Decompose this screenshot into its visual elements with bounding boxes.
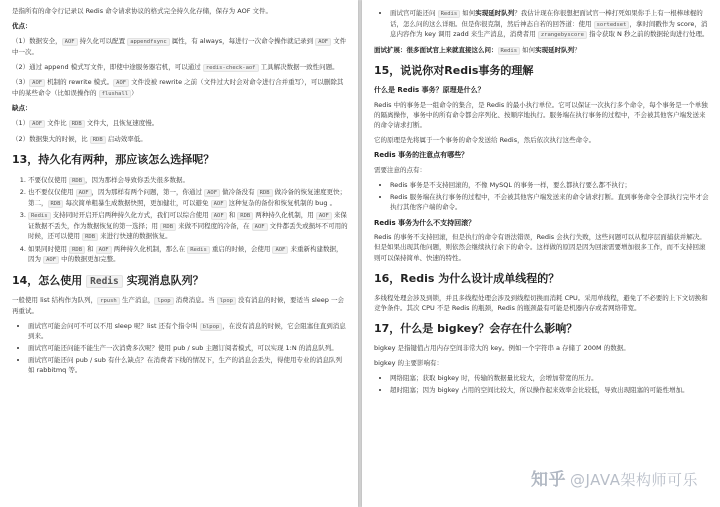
para-15-3: 需要注意的点有： bbox=[374, 166, 426, 175]
cons-title: 缺点： bbox=[12, 104, 32, 113]
right-page bbox=[362, 0, 720, 507]
list-item: • 面试官可能会问可不可以不用 sleep 呢？list 还有个指令叫 blpop ，在没有消息的时候，它会阻塞住直到消息到来。 bbox=[28, 321, 348, 342]
question-15-1: 什么是 Redis 事务？原理是什么？ bbox=[374, 86, 485, 95]
para-17-2: bigkey 的主要影响有： bbox=[374, 359, 444, 368]
heading-14: 14，怎么使用 Redis 实现消息队列？ bbox=[12, 273, 204, 287]
heading-13: 13，持久化有两种，那应该怎么选择呢？ bbox=[12, 153, 215, 167]
delay-queue-list bbox=[382, 8, 710, 40]
heading-16: 16，Redis 为什么设计成单线程的？ bbox=[374, 271, 560, 285]
para-17-1: bigkey 是指键值占用内存空间非常大的 key。例如一个字符串 a 存储了 200M 的数据。 bbox=[374, 344, 630, 353]
pro-item-1: （1）数据安全， AOF 持久化可以配置 appendfsync 属性，有 always，每进行一次命令操作就记录到 AOF 文件中一次。 bbox=[12, 37, 347, 56]
con-item-2: （2）数据集大的时候，比 RDB 启动效率低。 bbox=[12, 134, 147, 143]
heading-15: 15，说说你对Redis事务的理解 bbox=[374, 64, 534, 78]
aof-intro: 是指所有的命令行记录以 Redis 命令请求协议的格式完全持久化存储，保存为 AOF 文件。 bbox=[12, 7, 272, 15]
list-item: • Redis 事务是不支持回滚的，不像 MySQL 的事务一样，要么都执行要么都不执行； bbox=[390, 180, 710, 190]
list-item: • 面试官可能还问 pub / sub 有什么缺点？在消费者下线的情况下，生产的消息会丢失，得使用专业的消息队列如 rabbitmq 等。 bbox=[28, 355, 348, 375]
con-item-1: （1） AOF 文件比 RDB 文件大，且恢复速度慢。 bbox=[12, 119, 159, 128]
list-item: 1. 不要仅仅使用 RDB ，因为那样会导致你丢失很多数据。 bbox=[28, 175, 348, 186]
list-13 bbox=[20, 175, 348, 265]
left-page bbox=[0, 0, 358, 507]
para-14: 一般使用 list 结构作为队列， rpush 生产消息， lpop 消费消息。当 lpop 没有消息的时候，要适当 sleep 一会再重试。 bbox=[12, 296, 344, 315]
list-item: • 网络阻塞；获取 bigkey 时，传输的数据量比较大，会增加带宽的压力。 bbox=[390, 373, 710, 383]
list-item: 2. 也不要仅仅使用 AOF ，因为那样有两个问题，第一，你通过 AOF 做冷备没有 RDB 做冷备的恢复速度更快；第二， RDB 每次简单粗暴生成数据快照，更加健壮，可以避免 AOF 这种复杂的备份和恢复机制的 bug 。 bbox=[28, 187, 348, 208]
pro-item-3: （3） AOF 机制的 rewrite 模式。 AOF 文件没被 rewrite 之前（文件过大时会对命令进行合并重写），可以删除其中的某些命令（比如误操作的 flushall ） bbox=[12, 78, 344, 97]
para-15-2: 它的原理是先将属于一个事务的命令发送给 Redis，然后依次执行这些命令。 bbox=[374, 136, 596, 145]
pros-title: 优点： bbox=[12, 22, 32, 31]
zhihu-logo: 知乎 bbox=[530, 469, 566, 490]
list-item: 3. Redis 支持同时开启开启两种持久化方式，我们可以综合使用 AOF 和 RDB 两种持久化机制，用 AOF 来保证数据不丢失，作为数据恢复的第一选择；用 RDB 来做不同程度的冷备，在 AOF 文件都丢失或损坏不可用的时候，还可以使用 RDB 来进行快速的数据恢复。 bbox=[28, 210, 348, 242]
list-14 bbox=[20, 321, 348, 376]
para-15-1: Redis 中的事务是一组命令的集合，是 Redis 的最小执行单位。它可以保证一次执行多个命令，每个事务是一个单独的隔离操作，事务中的所有命令都会序列化、按顺序地执行。服务端在执行事务的过程中，不会被其他客户端发送来的命令请求打断。 bbox=[374, 101, 708, 130]
list-item: • 面试官可能还问能不能生产一次消费多次呢？使用 pub / sub 主题订阅者模式，可以实现 1:N 的消息队列。 bbox=[28, 343, 348, 353]
para-16: 多线程处理会涉及到锁，并且多线程处理会涉及到线程切换而消耗 CPU。采用单线程，避免了不必要的上下文切换和竞争条件。其次 CPU 不是 Redis 的瓶颈，Redis 的瓶颈最有可能是机器内存或者网络带宽。 bbox=[374, 293, 708, 312]
list-17 bbox=[382, 373, 710, 395]
watermark-text: @JAVA架构师可乐 bbox=[569, 470, 698, 489]
para-15-4: Redis 的事务不支持回滚，但是执行的命令有语法错误，Redis 会执行失败，这些问题可以从程序层面捕获并解决。但是如果出现其他问题，则依然会继续执行余下的命令。这样做的原因是因为回滚需要增加很多工作，而不支持回滚则可以保持简单、快速的特性。 bbox=[374, 233, 706, 262]
list-item: 4. 如果同时使用 RDB 和 AOF 两种持久化机制，那么在 Redis 重启的时候，会使用 AOF 来重新构建数据，因为 AOF 中的数据更加完整。 bbox=[28, 244, 348, 265]
question-15-2: Redis 事务的注意点有哪些？ bbox=[374, 151, 469, 160]
question-15-3: Redis 事务为什么不支持回滚？ bbox=[374, 218, 476, 227]
pro-item-2: （2）通过 append 模式写文件，即使中途服务器宕机，可以通过 redis-check-aof 工具解决数据一致性问题。 bbox=[12, 62, 339, 71]
list-15 bbox=[382, 180, 710, 212]
list-item: • 超时阻塞；因为 bigkey 占用的空间比较大，所以操作起来效率会比较低，导致出现阻塞的可能性增加。 bbox=[390, 385, 710, 395]
list-item: • 面试官可能还问 Redis 如何实现延时队列？我估计现在你很想把面试官一棒打死如果你手上有一根棒球棍的话，怎么问的这么详细。但是你很克制，然后神态自若的回答道：使用 sortedset ，拿时间戳作为 score，消息内容作为 key 调用 zadd 来生产消息，消费者用 zrangebyscore 指令获取 N 秒之前的数据轮询进行处理。 bbox=[390, 8, 710, 40]
heading-17: 17，什么是 bigkey？会存在什么影响？ bbox=[374, 322, 578, 335]
watermark bbox=[531, 467, 698, 493]
list-item: • Redis 服务端在执行事务的过程中，不会被其他客户端发送来的命令请求打断。直到事务命令全部执行完毕才会执行其他客户端的命令。 bbox=[390, 192, 710, 212]
interview-expand: 面试扩展：很多面试官上来就直接这么问： Redis 如何实现延时队列？ bbox=[374, 45, 581, 54]
